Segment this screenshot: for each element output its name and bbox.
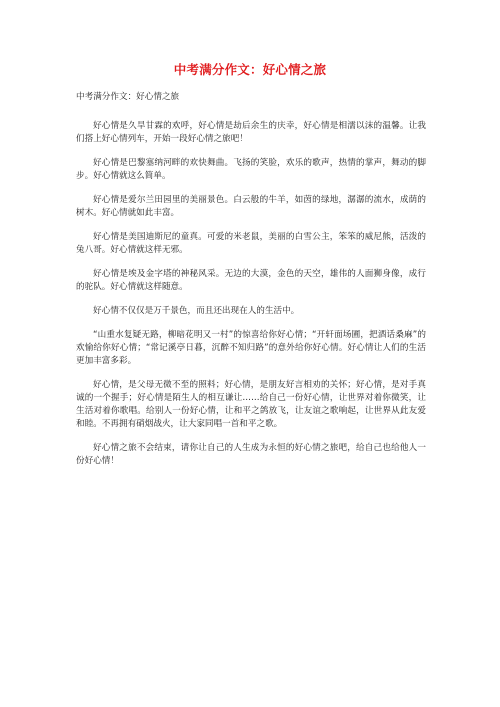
paragraph: 好心情是巴黎塞纳河畔的欢快舞曲。飞扬的笑脸，欢乐的歌声，热情的掌声，舞动的脚步。好心情就这么简单。	[76, 158, 426, 181]
paragraph: 好心情是爱尔兰田园里的美丽景色。白云般的牛羊，如茵的绿地，潺潺的流水，成荫的树木。好心情就如此丰富。	[76, 195, 426, 218]
document-body	[76, 120, 426, 479]
paragraph: 好心情之旅不会结束，请你让自己的人生成为永恒的好心情之旅吧，给自己也给他人一份好心情！	[76, 443, 426, 466]
document-subtitle: 中考满分作文：好心情之旅	[76, 92, 180, 102]
paragraph: 好心情不仅仅是万千景色，而且还出现在人的生活中。	[93, 306, 300, 316]
paragraph: 好心情，是父母无微不至的照料；好心情，是朋友好言相劝的关怀；好心情，是对手真诚的一个握手；好心情是陌生人的相互谦让……给自己一份好心情，让世界对着你微笑，让生活对着你歌唱。给别人一份好心情，让和平之鸽放飞，让友谊之歌响起，让世界从此友爱和睦。不再拥有硝烟战火，让大家同唱一首和平之歌。	[76, 380, 426, 429]
paragraph: 好心情是美国迪斯尼的童真。可爱的米老鼠，美丽的白雪公主，笨笨的威尼熊，活泼的兔八哥。好心情就这样无邪。	[76, 232, 426, 255]
document-title: 中考满分作文：好心情之旅	[173, 62, 327, 77]
paragraph: 好心情是久旱甘霖的欢呼，好心情是劫后余生的庆幸，好心情是相濡以沫的温馨。让我们搭上好心情列车，开始一段好心情之旅吧！	[76, 121, 426, 144]
paragraph: 好心情是埃及金字塔的神秘风采。无边的大漠，金色的天空，雄伟的人面狮身像，成行的驼队。好心情就这样随意。	[76, 269, 426, 292]
paragraph: “山重水复疑无路，柳暗花明又一村”的惊喜给你好心情；“开轩面场圃，把酒话桑麻”的欢愉给你好心情；“常记溪亭日暮，沉醉不知归路”的意外给你好心情。好心情让人们的生活更加丰富多彩。	[76, 330, 426, 366]
